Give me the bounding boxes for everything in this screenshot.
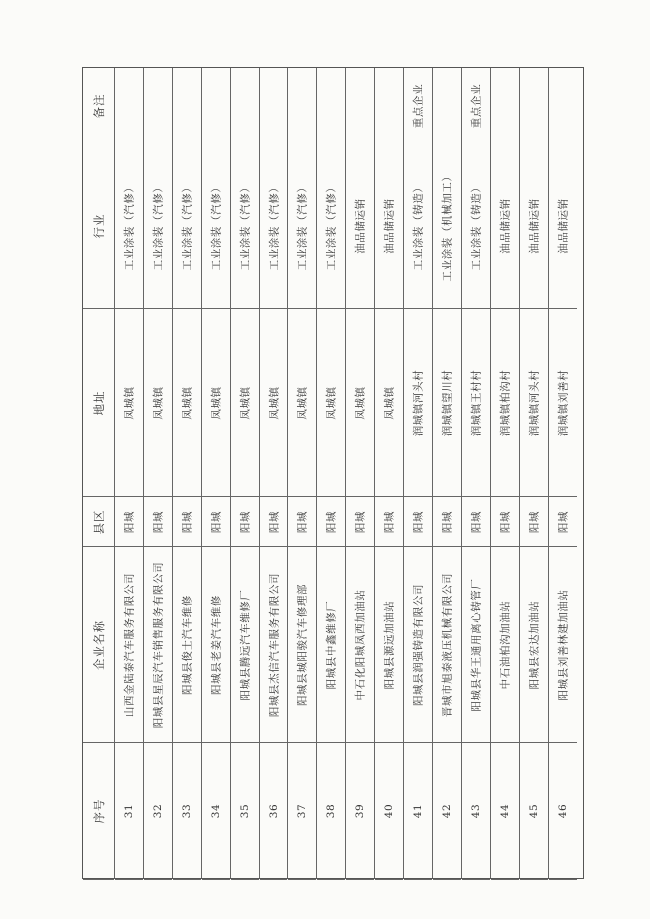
cell-name-text: 中石油柏沟加油站 — [499, 600, 512, 689]
header-seq — [83, 743, 114, 880]
cell-note — [404, 68, 432, 143]
cell-industry-text: 工业涂装（汽修） — [123, 181, 136, 270]
cell-county — [346, 497, 374, 547]
table-row — [260, 68, 288, 878]
cell-industry-text: 油品储运销 — [383, 197, 396, 254]
cell-name-text: 阳城县星辰汽车销售服务有限公司 — [152, 561, 165, 728]
cell-seq-text: 31 — [123, 803, 135, 819]
cell-industry — [202, 143, 230, 309]
cell-address — [317, 309, 345, 497]
cell-name-text: 阳城县刘善林建加油站 — [557, 589, 570, 700]
cell-seq — [202, 743, 230, 880]
header-address-text: 地址 — [91, 390, 106, 415]
cell-county-text: 阳城 — [528, 510, 541, 533]
cell-name — [549, 547, 577, 743]
cell-industry-text: 工业涂装（汽修） — [152, 181, 165, 270]
cell-industry — [549, 143, 577, 309]
cell-note — [288, 68, 316, 143]
enterprise-table — [82, 67, 584, 879]
cell-county — [317, 497, 345, 547]
cell-address-text: 凤城镇 — [325, 385, 338, 420]
table-row — [404, 68, 433, 878]
header-industry — [83, 143, 114, 309]
cell-county-text: 阳城 — [470, 510, 483, 533]
cell-industry-text: 油品储运销 — [557, 197, 570, 254]
cell-county — [173, 497, 201, 547]
cell-note-text: 重点企业 — [412, 83, 425, 128]
cell-address-text: 凤城镇 — [152, 385, 165, 420]
cell-name-text: 阳城县老姜汽车维修 — [210, 594, 223, 695]
cell-address-text: 凤城镇 — [181, 385, 194, 420]
cell-seq — [520, 743, 548, 880]
cell-industry-text: 工业涂装（汽修） — [268, 181, 280, 270]
cell-address — [115, 309, 143, 497]
cell-address-text: 凤城镇 — [239, 385, 252, 420]
header-industry-text: 行业 — [91, 213, 106, 238]
cell-address — [144, 309, 172, 497]
cell-address-text: 凤城镇 — [123, 385, 136, 420]
cell-address — [549, 309, 577, 497]
cell-industry-text: 工业涂装（汽修） — [181, 181, 194, 270]
cell-address-text: 润城镇河头村 — [412, 369, 425, 436]
header-county-text: 县区 — [91, 509, 106, 534]
cell-name — [375, 547, 403, 743]
cell-note — [375, 68, 403, 143]
cell-seq-text: 35 — [239, 803, 251, 819]
table-row — [462, 68, 491, 878]
table-row — [491, 68, 520, 878]
cell-address-text: 润城镇望川村 — [441, 369, 454, 436]
cell-seq — [491, 743, 519, 880]
cell-note — [433, 68, 461, 143]
cell-address-text: 润城镇河头村 — [528, 369, 541, 436]
header-county — [83, 497, 114, 547]
cell-county-text: 阳城 — [210, 510, 223, 533]
cell-industry — [173, 143, 201, 309]
cell-name-text: 阳城县中鑫维修厂 — [325, 600, 338, 689]
cell-note — [346, 68, 374, 143]
cell-industry — [375, 143, 403, 309]
table-row — [346, 68, 375, 878]
cell-seq-text: 33 — [181, 803, 193, 819]
cell-name — [462, 547, 490, 743]
header-note — [83, 68, 114, 143]
header-note-text: 备注 — [91, 93, 106, 118]
cell-name — [288, 547, 316, 743]
cell-name-text: 阳城县俊士汽车维修 — [181, 594, 194, 695]
cell-industry — [520, 143, 548, 309]
cell-address — [520, 309, 548, 497]
cell-note — [115, 68, 143, 143]
cell-industry-text: 工业涂装（汽修） — [210, 181, 223, 270]
cell-seq-text: 34 — [210, 803, 222, 819]
table-header-row — [83, 68, 115, 878]
cell-county-text: 阳城 — [557, 510, 570, 533]
cell-county — [404, 497, 432, 547]
cell-seq-text: 39 — [354, 803, 366, 819]
cell-name-text: 阳城县源远加油站 — [383, 600, 396, 689]
cell-address-text: 凤城镇 — [296, 385, 309, 420]
cell-seq-text: 40 — [383, 803, 395, 819]
cell-county-text: 阳城 — [181, 510, 194, 533]
table-row — [433, 68, 462, 878]
cell-name-text: 阳城县华王通用离心铸管厂 — [470, 577, 483, 712]
table-row — [288, 68, 317, 878]
cell-address-text: 凤城镇 — [383, 385, 396, 420]
cell-industry — [491, 143, 519, 309]
cell-county — [288, 497, 316, 547]
table-row — [173, 68, 202, 878]
cell-address-text: 润城镇刘善村 — [557, 369, 570, 436]
cell-name-text: 中石化阳城凤西加油站 — [354, 589, 367, 700]
cell-address-text: 凤城镇 — [268, 385, 280, 420]
cell-name-text: 阳城县杰信汽车服务有限公司 — [268, 572, 280, 717]
header-name-text: 企业名称 — [91, 619, 106, 670]
cell-industry — [144, 143, 172, 309]
cell-county-text: 阳城 — [296, 510, 309, 533]
cell-note — [317, 68, 345, 143]
cell-name-text: 晋城市旭泰液压机械有限公司 — [441, 572, 454, 717]
cell-county — [433, 497, 461, 547]
cell-county — [260, 497, 287, 547]
cell-name — [433, 547, 461, 743]
cell-address — [491, 309, 519, 497]
header-name — [83, 547, 114, 743]
cell-industry — [115, 143, 143, 309]
cell-note — [202, 68, 230, 143]
cell-seq — [144, 743, 172, 880]
cell-note — [173, 68, 201, 143]
cell-name — [520, 547, 548, 743]
table-row — [520, 68, 549, 878]
cell-seq — [115, 743, 143, 880]
cell-industry — [433, 143, 461, 309]
cell-county-text: 阳城 — [499, 510, 512, 533]
cell-address — [404, 309, 432, 497]
cell-seq-text: 46 — [557, 803, 569, 819]
cell-address — [288, 309, 316, 497]
cell-name-text: 山西金陆泰汽车服务有限公司 — [123, 572, 136, 717]
cell-address — [260, 309, 287, 497]
cell-seq — [433, 743, 461, 880]
cell-name-text: 阳城县宏达加油站 — [528, 600, 541, 689]
cell-industry-text: 工业涂装（铸造） — [470, 181, 483, 270]
table-row — [375, 68, 404, 878]
cell-address-text: 润城镇王村村 — [470, 369, 483, 436]
cell-address — [462, 309, 490, 497]
cell-seq-text: 44 — [499, 803, 511, 819]
cell-industry-text: 工业涂装（机械加工） — [441, 170, 454, 281]
table-row — [144, 68, 173, 878]
cell-seq — [173, 743, 201, 880]
cell-address-text: 凤城镇 — [354, 385, 367, 420]
cell-name — [202, 547, 230, 743]
cell-county-text: 阳城 — [441, 510, 454, 533]
cell-industry — [462, 143, 490, 309]
cell-address — [433, 309, 461, 497]
cell-industry — [404, 143, 432, 309]
cell-industry — [231, 143, 259, 309]
cell-name-text: 阳城县城阳骏汽车修理部 — [296, 583, 309, 706]
cell-industry — [260, 143, 287, 309]
cell-name — [173, 547, 201, 743]
cell-county-text: 阳城 — [268, 510, 280, 533]
cell-note-text: 重点企业 — [470, 83, 483, 128]
cell-county-text: 阳城 — [152, 510, 165, 533]
cell-name — [491, 547, 519, 743]
cell-note — [462, 68, 490, 143]
cell-county-text: 阳城 — [239, 510, 252, 533]
cell-industry-text: 油品储运销 — [499, 197, 512, 254]
cell-seq-text: 45 — [528, 803, 540, 819]
cell-name — [231, 547, 259, 743]
cell-industry — [346, 143, 374, 309]
cell-seq-text: 38 — [325, 803, 337, 819]
cell-county — [115, 497, 143, 547]
cell-address — [202, 309, 230, 497]
cell-note — [491, 68, 519, 143]
cell-note — [144, 68, 172, 143]
table-row — [549, 68, 577, 878]
cell-county-text: 阳城 — [412, 510, 425, 533]
cell-seq-text: 41 — [412, 803, 424, 819]
cell-address — [173, 309, 201, 497]
cell-county — [520, 497, 548, 547]
cell-industry-text: 工业涂装（汽修） — [296, 181, 309, 270]
cell-industry — [317, 143, 345, 309]
cell-seq — [549, 743, 577, 880]
header-address — [83, 309, 114, 497]
cell-seq — [462, 743, 490, 880]
cell-note — [520, 68, 548, 143]
cell-name-text: 阳城县腾远汽车维修厂 — [239, 589, 252, 700]
table-row — [231, 68, 260, 878]
cell-seq — [260, 743, 287, 880]
cell-industry-text: 工业涂装（铸造） — [412, 181, 425, 270]
table-row — [115, 68, 144, 878]
cell-note — [231, 68, 259, 143]
cell-name — [346, 547, 374, 743]
cell-county — [144, 497, 172, 547]
cell-address — [346, 309, 374, 497]
cell-seq-text: 42 — [441, 803, 453, 819]
cell-name — [144, 547, 172, 743]
cell-address-text: 润城镇柏沟村 — [499, 369, 512, 436]
cell-seq — [375, 743, 403, 880]
cell-seq-text: 36 — [267, 803, 280, 819]
cell-address — [231, 309, 259, 497]
cell-county-text: 阳城 — [383, 510, 396, 533]
cell-note — [549, 68, 577, 143]
cell-county-text: 阳城 — [354, 510, 367, 533]
cell-county — [462, 497, 490, 547]
cell-county — [549, 497, 577, 547]
cell-industry-text: 油品储运销 — [354, 197, 367, 254]
cell-industry — [288, 143, 316, 309]
cell-name — [404, 547, 432, 743]
cell-note — [260, 68, 287, 143]
table-row — [317, 68, 346, 878]
cell-name-text: 阳城县润强铸造有限公司 — [412, 583, 425, 706]
cell-address-text: 凤城镇 — [210, 385, 223, 420]
cell-seq — [317, 743, 345, 880]
cell-name — [317, 547, 345, 743]
cell-name — [115, 547, 143, 743]
cell-industry-text: 工业涂装（汽修） — [325, 181, 338, 270]
cell-county — [202, 497, 230, 547]
cell-seq — [404, 743, 432, 880]
cell-county — [491, 497, 519, 547]
cell-seq — [346, 743, 374, 880]
cell-seq-text: 43 — [470, 803, 482, 819]
cell-seq-text: 32 — [152, 803, 164, 819]
cell-seq — [288, 743, 316, 880]
cell-address — [375, 309, 403, 497]
cell-seq-text: 37 — [296, 803, 308, 819]
cell-seq — [231, 743, 259, 880]
cell-industry-text: 工业涂装（汽修） — [239, 181, 252, 270]
cell-county — [231, 497, 259, 547]
cell-county-text: 阳城 — [325, 510, 338, 533]
cell-county-text: 阳城 — [123, 510, 136, 533]
cell-county — [375, 497, 403, 547]
cell-industry-text: 油品储运销 — [528, 197, 541, 254]
table-row — [202, 68, 231, 878]
header-seq-text: 序号 — [91, 798, 106, 824]
cell-name — [260, 547, 287, 743]
